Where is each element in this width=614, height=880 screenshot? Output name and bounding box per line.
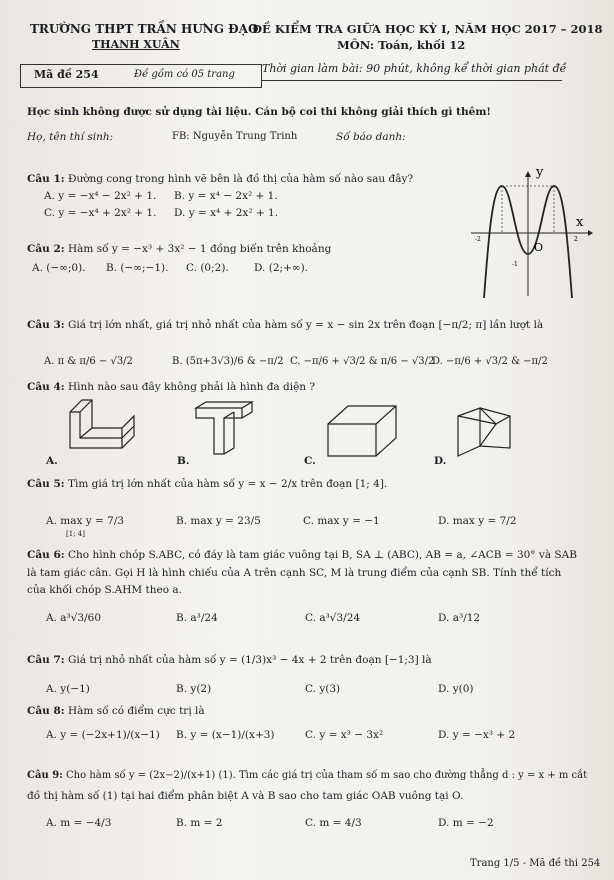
question-2 [27, 243, 331, 255]
page-count: Đề gồm có 05 trang [134, 69, 235, 80]
q8-option-b: B. y = (x−1)/(x+3) [176, 729, 275, 741]
q4-option-b: B. [177, 455, 190, 467]
q5-option-c: C. max y = −1 [303, 515, 380, 527]
question-9-line2: đồ thị hàm số (1) tại hai điểm phân biệt A và B sao cho tam giác OAB vuông tại O. [27, 790, 464, 802]
question-3 [27, 319, 543, 331]
q9-option-c: C. m = 4/3 [305, 817, 362, 829]
q7-option-c: C. y(3) [305, 683, 341, 695]
question-4 [27, 381, 315, 393]
q7-option-a: A. y(−1) [46, 683, 90, 695]
q3-option-c: C. −π/6 + √3/2 & π/6 − √3/2 [290, 356, 435, 367]
time-limit: Thời gian làm bài: 90 phút, không kể thời gian phát đề [262, 62, 567, 75]
q4-option-d: D. [434, 455, 447, 467]
question-text: Hàm số y = −x³ + 3x² − 1 đồng biến trên khoảng [67, 243, 332, 255]
q1-option-b: B. y = x⁴ − 2x² + 1. [174, 190, 278, 202]
question-text: Cho hàm số y = (2x−2)/(x+1) (1). Tìm các giá trị của tham số m sao cho đường thẳng d : y = x + m cắt [66, 770, 588, 781]
exam-title: ĐỀ KIỂM TRA GIỮA HỌC KỲ I, NĂM HỌC 2017 – 2018 [252, 22, 603, 36]
question-text: Hình nào sau đây không phải là hình đa diện ? [67, 381, 316, 393]
q2-option-d: D. (2;+∞). [254, 262, 309, 274]
q6-option-d: D. a³/12 [438, 612, 481, 624]
y-axis-arrow [525, 171, 531, 177]
candidate-number-label: Số báo danh: [336, 131, 406, 143]
exam-code: Mã đề 254 [34, 68, 99, 81]
question-text: Giá trị lớn nhất, giá trị nhỏ nhất của hàm số y = x − sin 2x trên đoạn [−π/2; π] lần lượt là [67, 319, 544, 331]
exam-notice: Học sinh không được sử dụng tài liệu. Cán bộ coi thi không giải thích gì thêm! [27, 106, 492, 118]
tick-label: -2 [475, 236, 481, 243]
x-axis-arrow [588, 230, 593, 236]
question-6 [27, 549, 577, 561]
q8-option-d: D. y = −x³ + 2 [438, 729, 516, 741]
t-shape-solid [190, 400, 260, 458]
question-text: Hàm số có điểm cực trị là [67, 705, 205, 717]
question-text: Giá trị nhỏ nhất của hàm số y = (1/3)x³ − 4x + 2 trên đoạn [−1;3] là [67, 654, 432, 666]
page-footer: Trang 1/5 - Mã đề thi 254 [470, 858, 601, 869]
q1-option-d: D. y = x⁴ + 2x² + 1. [174, 207, 279, 219]
question-label: Câu 2: [27, 243, 65, 255]
question-9 [27, 770, 587, 781]
q5-domain-label: [1; 4] [66, 530, 85, 538]
q5-option-d: D. max y = 7/2 [438, 515, 517, 527]
school-district: THANH XUÂN [92, 38, 180, 51]
q3-option-d: D. −π/6 + √3/2 & −π/2 [432, 356, 548, 367]
q8-option-c: C. y = x³ − 3x² [305, 729, 384, 741]
q9-option-a: A. m = −4/3 [46, 817, 112, 829]
q1-function-graph [466, 166, 596, 301]
question-label: Câu 5: [27, 478, 65, 490]
q6-option-c: C. a³√3/24 [305, 612, 361, 624]
q7-option-d: D. y(0) [438, 683, 474, 695]
q4-option-c: C. [304, 455, 316, 467]
q3-option-a: A. π & π/6 − √3/2 [44, 356, 133, 367]
cube-solid [324, 402, 400, 458]
q4-option-a: A. [46, 455, 58, 467]
q2-option-a: A. (−∞;0). [32, 262, 86, 274]
question-label: Câu 9: [27, 770, 63, 781]
question-1 [27, 173, 413, 185]
tick-label: -1 [512, 261, 518, 268]
q1-option-c: C. y = −x⁴ + 2x² + 1. [44, 207, 157, 219]
x-label: x [576, 215, 584, 230]
school-name: TRƯỜNG THPT TRẦN HƯNG ĐẠO [30, 22, 259, 36]
question-5 [27, 478, 387, 490]
question-text: Tìm giá trị lớn nhất của hàm số y = x − 2/x trên đoạn [1; 4]. [67, 478, 388, 490]
question-label: Câu 6: [27, 549, 65, 561]
fb-author: FB: Nguyễn Trung Trinh [172, 131, 298, 142]
q2-option-b: B. (−∞;−1). [106, 262, 169, 274]
origin-label: O [534, 241, 544, 254]
candidate-name-label: Họ, tên thí sinh: [27, 131, 114, 143]
tick-label: 2 [574, 236, 578, 243]
question-label: Câu 4: [27, 381, 65, 393]
question-6-line3: của khối chóp S.AHM theo a. [27, 584, 182, 596]
divider [262, 80, 562, 81]
folded-planes [450, 402, 520, 460]
question-text: Cho hình chóp S.ABC, có đáy là tam giác vuông tại B, SA ⊥ (ABC), AB = a, ∠ACB = 30° và SAB [67, 549, 577, 561]
q9-option-d: D. m = −2 [438, 817, 494, 829]
l-shape-solid [62, 398, 142, 458]
question-label: Câu 3: [27, 319, 65, 331]
question-label: Câu 8: [27, 705, 65, 717]
q1-option-a: A. y = −x⁴ − 2x² + 1. [44, 190, 157, 202]
question-7 [27, 654, 432, 666]
q9-option-b: B. m = 2 [176, 817, 223, 829]
y-label: y [536, 166, 544, 180]
q8-option-a: A. y = (−2x+1)/(x−1) [46, 729, 160, 741]
q5-option-b: B. max y = 23/5 [176, 515, 261, 527]
exam-subject: MÔN: Toán, khối 12 [337, 38, 466, 52]
q5-option-a: A. max y = 7/3 [46, 515, 125, 527]
q6-option-a: A. a³√3/60 [46, 612, 101, 624]
q2-option-c: C. (0;2). [186, 262, 229, 274]
question-text: Đường cong trong hình vẽ bên là đồ thị của hàm số nào sau đây? [67, 173, 414, 185]
q3-option-b: B. (5π+3√3)/6 & −π/2 [172, 356, 284, 367]
q6-option-b: B. a³/24 [176, 612, 218, 624]
question-label: Câu 1: [27, 173, 65, 185]
question-6-line2: là tam giác cân. Gọi H là hình chiếu của A trên cạnh SC, M là trung điểm của cạnh SB. Tính thể tích [27, 567, 562, 579]
q7-option-b: B. y(2) [176, 683, 212, 695]
question-8 [27, 705, 205, 717]
question-label: Câu 7: [27, 654, 65, 666]
